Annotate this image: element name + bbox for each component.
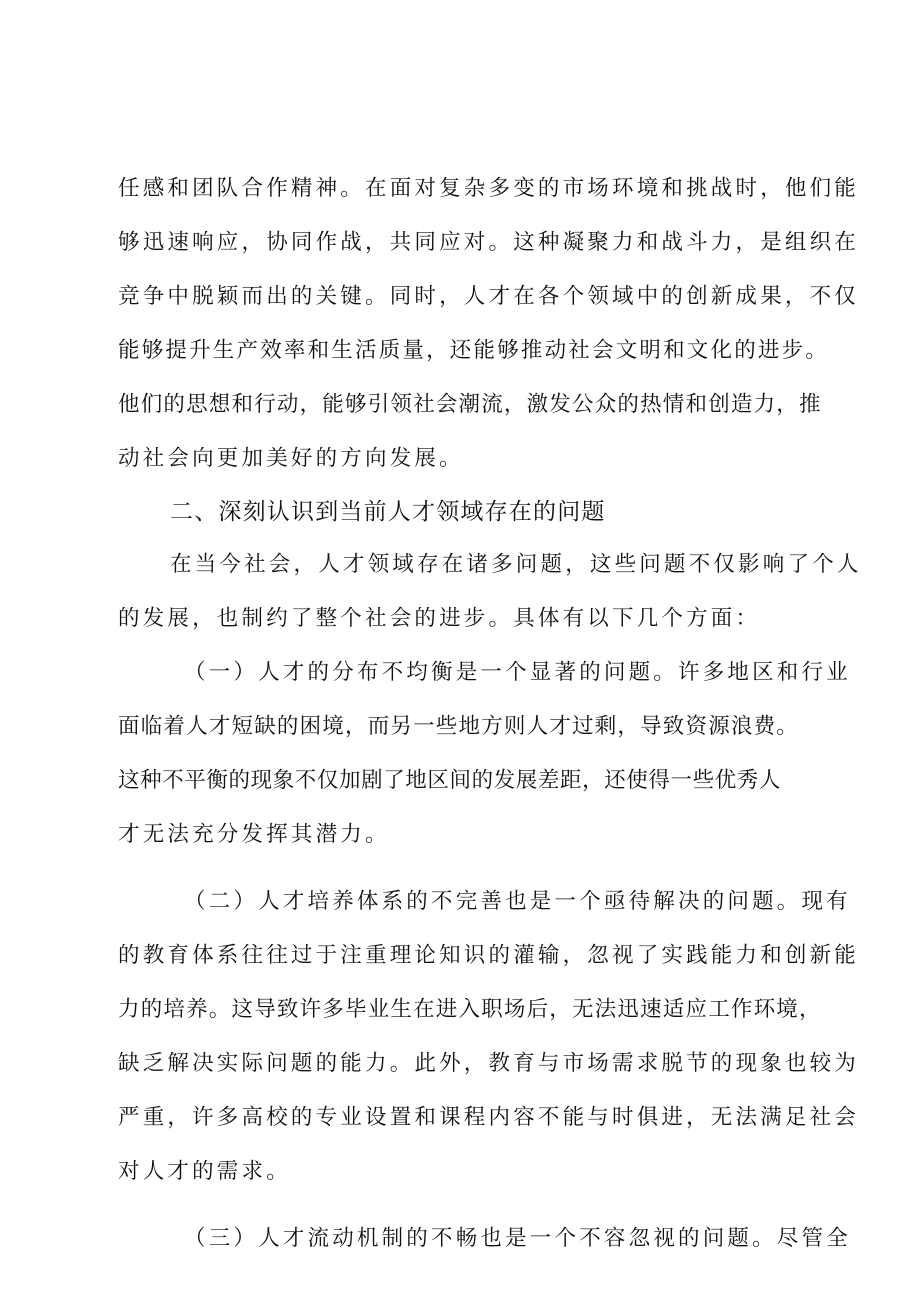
paragraph-section-intro — [118, 538, 862, 646]
text-line: 面临着人才短缺的困境，而另一些地方则人才过剩，导致资源浪费。 — [118, 714, 800, 739]
text-line: 够迅速响应，协同作战，共同应对。这种凝聚力和战斗力，是组织在 — [118, 230, 860, 255]
text-line: 力的培养。这导致许多毕业生在进入职场后，无法迅速适应工作环境， — [118, 997, 822, 1022]
text-line: （一）人才的分布不均衡是一个显著的问题。许多地区和行业 — [184, 660, 851, 685]
paragraph-gap — [118, 862, 814, 875]
paragraph-point-2 — [118, 875, 860, 1199]
text-line: 他们的思想和行动，能够引领社会潮流，激发公众的热情和创造力，推 — [118, 392, 822, 417]
paragraph-point-1 — [118, 646, 851, 862]
paragraph-point-3 — [118, 1212, 851, 1266]
text-line: 动社会向更加美好的方向发展。 — [118, 446, 464, 471]
section-heading: 二、深刻认识到当前人才领域存在的问题 — [170, 499, 606, 525]
text-line: 的发展，也制约了整个社会的进步。具体有以下几个方面： — [118, 606, 761, 631]
paragraph-gap — [118, 1199, 814, 1212]
text-line: 竞争中脱颖而出的关键。同时，人才在各个领域中的创新成果，不仅 — [118, 284, 860, 309]
text-line: 在当今社会，人才领域存在诸多问题，这些问题不仅影响了个人 — [170, 552, 862, 577]
text-line: 的教育体系往往过于注重理论知识的灌输，忽视了实践能力和创新能 — [118, 943, 860, 968]
text-line: （二）人才培养体系的不完善也是一个亟待解决的问题。现有 — [184, 889, 851, 914]
text-line: 这种不平衡的现象不仅加剧了地区间的发展差距，还使得一些优秀人 — [118, 768, 782, 793]
text-line: 缺乏解决实际问题的能力。此外，教育与市场需求脱节的现象也较为 — [118, 1051, 860, 1076]
paragraph-intro — [118, 162, 860, 486]
text-line: （三）人才流动机制的不畅也是一个不容忽视的问题。尽管全 — [184, 1226, 851, 1251]
text-line: 对人才的需求。 — [118, 1159, 291, 1184]
text-line: 才无法充分发挥其潜力。 — [118, 822, 390, 847]
document-body — [118, 162, 862, 1266]
text-line: 能够提升生产效率和生活质量，还能够推动社会文明和文化的进步。 — [118, 338, 830, 363]
text-line: 严重，许多高校的专业设置和课程内容不能与时俱进，无法满足社会 — [118, 1105, 860, 1130]
text-line: 任感和团队合作精神。在面对复杂多变的市场环境和挑战时，他们能 — [118, 176, 860, 201]
